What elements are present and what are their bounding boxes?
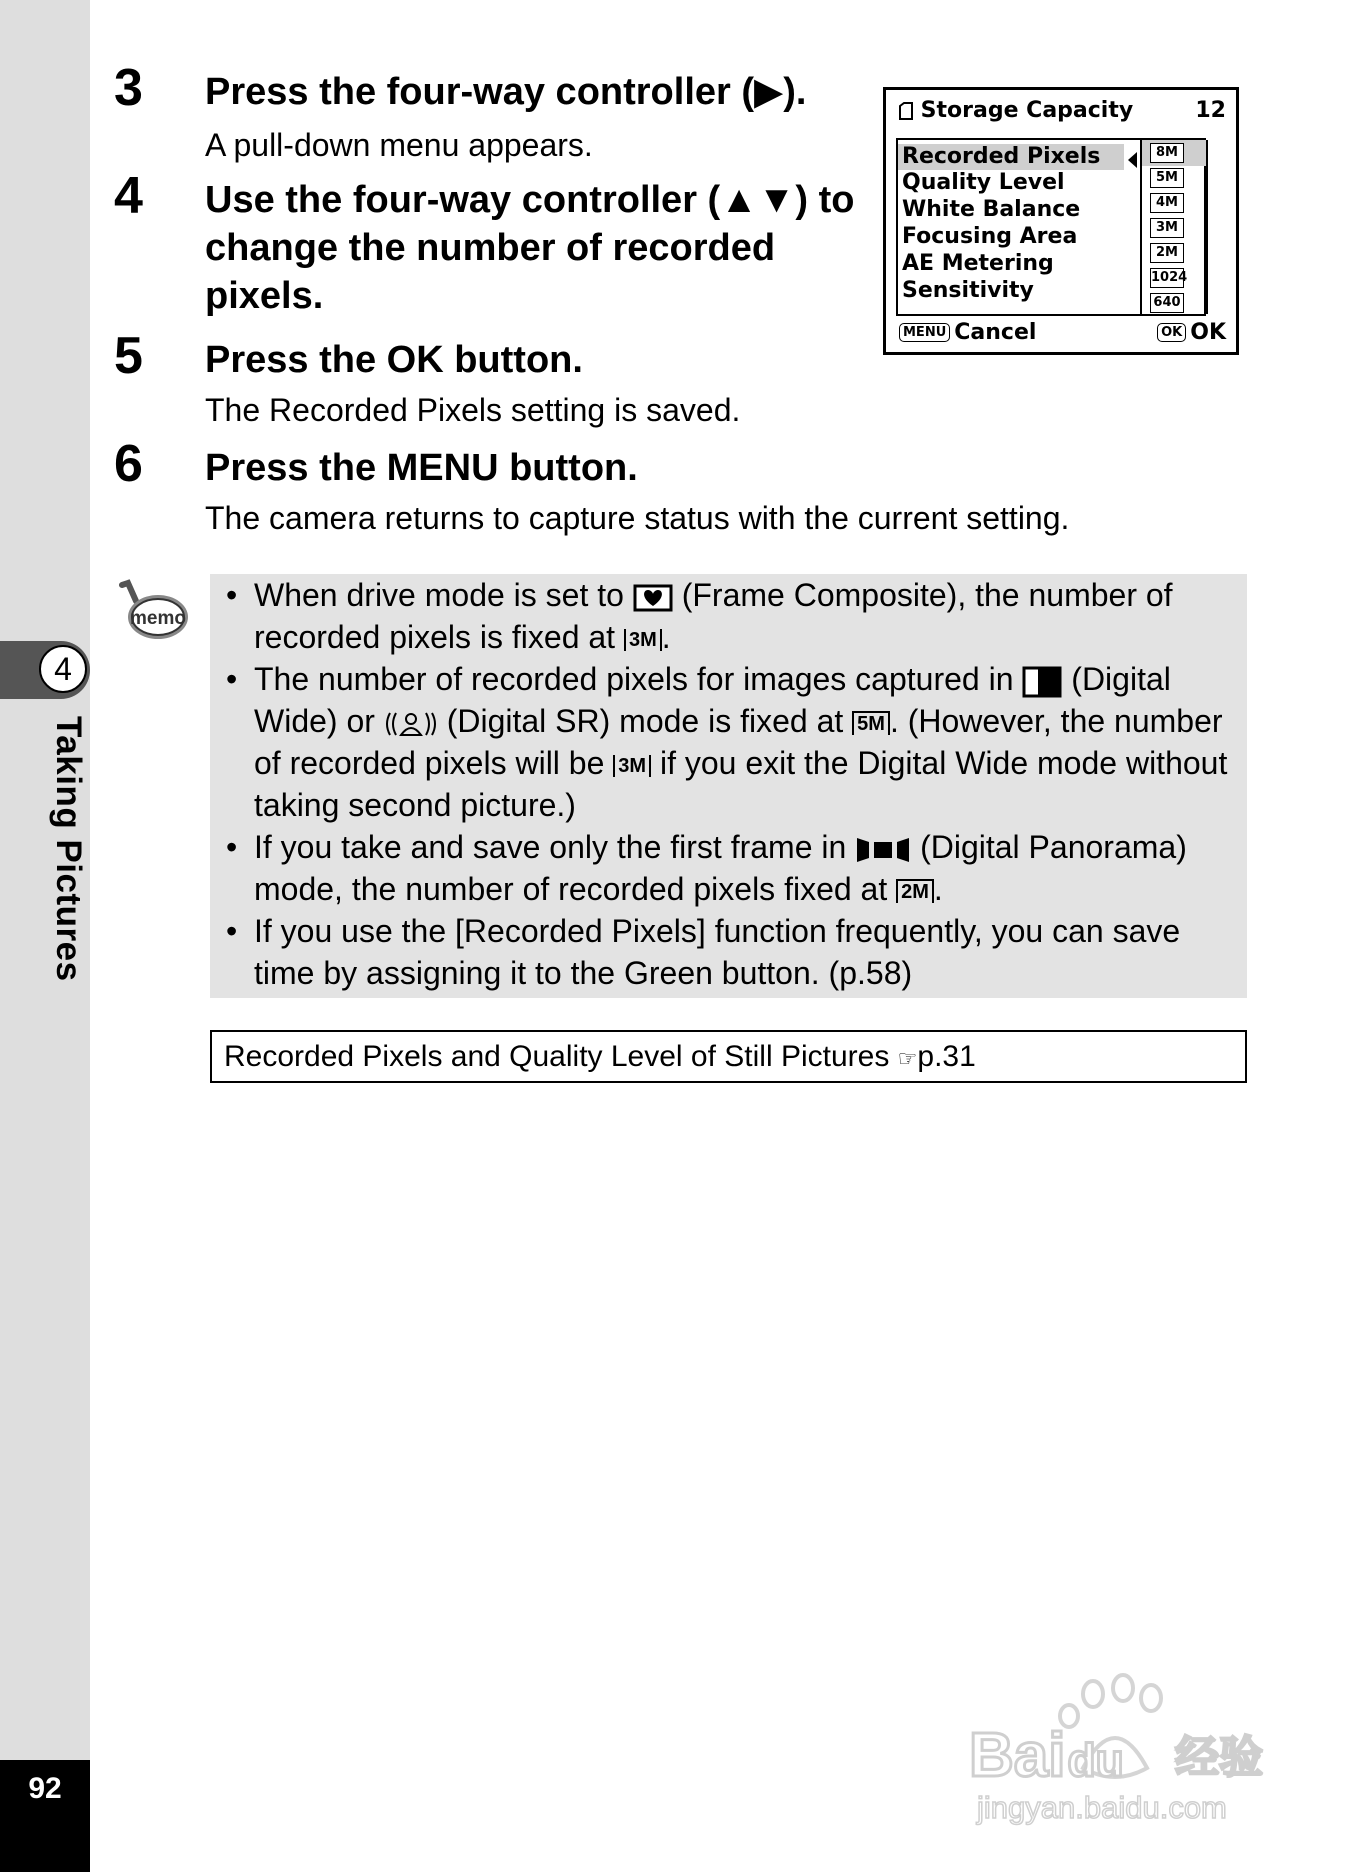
memo-item: • The number of recorded pixels for images captured in (Digital Wide) or (Digital SR) mode is fixed at 5M . (However, the number of recorded pixels will be 3M if you exit the Digital Wide mode without taking second picture.) bbox=[224, 658, 1239, 826]
memo-item: • When drive mode is set to (Frame Composite), the number of recorded pixels is fixed at 3M . bbox=[224, 574, 1239, 658]
menu-item-focusing-area[interactable]: Focusing Area bbox=[902, 224, 1078, 249]
reference-page-link[interactable]: p.31 bbox=[917, 1040, 976, 1073]
resolution-badge-5m: 5M bbox=[852, 711, 890, 735]
menu-item-ae-metering[interactable]: AE Metering bbox=[902, 251, 1054, 276]
storage-capacity-count: 12 bbox=[1195, 98, 1226, 123]
resolution-badge-2m: 2M bbox=[896, 879, 934, 903]
recorded-pixels-options bbox=[1140, 140, 1208, 314]
baidu-watermark bbox=[965, 1668, 1285, 1828]
option-2m[interactable]: 2M bbox=[1150, 243, 1184, 263]
step-6-number: 6 bbox=[114, 435, 143, 493]
ok-control[interactable] bbox=[1157, 320, 1226, 345]
watermark-brand: Baidu bbox=[969, 1721, 1124, 1790]
menu-key-icon: MENU bbox=[899, 323, 950, 342]
step-5-description: The Recorded Pixels setting is saved. bbox=[205, 392, 741, 428]
menu-item-white-balance[interactable]: White Balance bbox=[902, 197, 1081, 222]
ok-label: OK bbox=[1190, 320, 1226, 345]
digital-panorama-icon bbox=[855, 836, 911, 864]
frame-composite-icon bbox=[633, 584, 673, 612]
memo-icon-label: memo bbox=[130, 608, 186, 629]
camera-menu-list bbox=[896, 138, 1206, 316]
menu-item-sensitivity[interactable]: Sensitivity bbox=[902, 278, 1034, 303]
camera-menu-screen bbox=[883, 87, 1239, 355]
step-3-heading: Press the four-way controller (▶). bbox=[205, 71, 807, 113]
cancel-control[interactable] bbox=[899, 320, 1036, 345]
option-640[interactable]: 640 bbox=[1150, 293, 1184, 313]
option-5m[interactable]: 5M bbox=[1150, 168, 1184, 188]
option-4m[interactable]: 4M bbox=[1150, 193, 1184, 213]
resolution-badge-3m: 3M bbox=[624, 629, 662, 651]
ok-key-icon: OK bbox=[1157, 323, 1186, 342]
step-5-heading: Press the OK button. bbox=[205, 339, 583, 381]
digital-sr-icon bbox=[384, 709, 438, 739]
selection-arrow-icon bbox=[1128, 152, 1137, 168]
step-3-number: 3 bbox=[114, 59, 143, 117]
memo-item: • If you use the [Recorded Pixels] function frequently, you can save time by assigning it to the Green button. (p.58) bbox=[224, 910, 1239, 994]
step-4-number: 4 bbox=[114, 167, 143, 225]
reference-box bbox=[210, 1030, 1247, 1083]
option-8m[interactable]: 8M bbox=[1150, 143, 1184, 163]
memo-item: • If you take and save only the first frame in (Digital Panorama) mode, the number of recorded pixels fixed at 2M . bbox=[224, 826, 1239, 910]
chapter-title: Taking Pictures bbox=[49, 716, 88, 982]
reference-text: Recorded Pixels and Quality Level of Still Pictures ☞p.31 bbox=[224, 1040, 976, 1073]
storage-capacity-title: Storage Capacity bbox=[899, 98, 1133, 123]
chapter-number: 4 bbox=[39, 645, 87, 693]
option-1024[interactable]: 1024 bbox=[1150, 268, 1184, 288]
watermark-url: jingyan.baidu.com bbox=[977, 1790, 1227, 1825]
page-number: 92 bbox=[28, 1772, 62, 1805]
resolution-badge-3m: 3M bbox=[613, 755, 651, 777]
option-3m[interactable]: 3M bbox=[1150, 218, 1184, 238]
watermark-cn: 经验 bbox=[1175, 1732, 1263, 1783]
step-5-number: 5 bbox=[114, 327, 143, 385]
menu-item-recorded-pixels[interactable]: Recorded Pixels bbox=[898, 144, 1124, 170]
memo-icon bbox=[114, 579, 190, 643]
step-6-heading: Press the MENU button. bbox=[205, 447, 638, 489]
memo-list bbox=[224, 574, 1239, 994]
pointer-hand-icon: ☞ bbox=[897, 1046, 918, 1071]
step-6-description: The camera returns to capture status with the current setting. bbox=[205, 500, 1070, 536]
step-3-description: A pull-down menu appears. bbox=[205, 127, 593, 163]
menu-item-quality-level[interactable]: Quality Level bbox=[902, 170, 1065, 195]
memory-card-icon bbox=[899, 102, 913, 120]
digital-wide-icon bbox=[1022, 666, 1062, 698]
cancel-label: Cancel bbox=[954, 320, 1037, 345]
step-4-heading: Use the four-way controller (▲▼) to change the number of recorded pixels. bbox=[205, 179, 855, 317]
